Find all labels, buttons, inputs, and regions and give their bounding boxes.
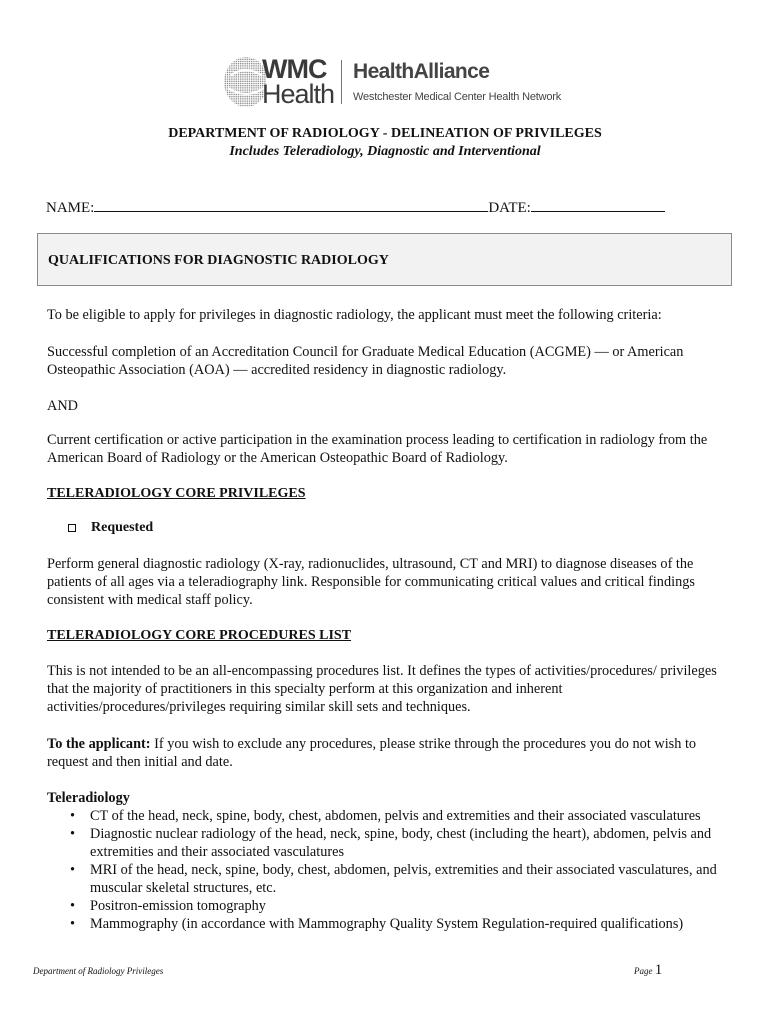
date-field[interactable] (531, 197, 665, 212)
page-label: Page (634, 966, 653, 976)
requested-checkbox[interactable] (68, 524, 76, 532)
name-label: NAME: (46, 200, 95, 216)
eligibility-intro: To be eligible to apply for privileges in diagnostic radiology, the applicant must meet the following criteria: (47, 307, 662, 323)
date-label: DATE: (488, 200, 531, 216)
applicant-label: To the applicant: (47, 736, 151, 752)
logo-wmc-text: WMC (262, 54, 327, 84)
name-field[interactable] (94, 197, 488, 212)
bullet-icon: • (70, 862, 76, 878)
globe-icon (222, 56, 266, 108)
logo-divider (341, 60, 342, 104)
core-privileges-heading: TELERADIOLOGY CORE PRIVILEGES (47, 486, 306, 501)
procedures-intro: This is not intended to be an all-encompassing procedures list. It defines the types of activities/procedures/ privileges that the majority of practitioners in this specialty perform at this organization and inherent activities/procedures/privileges requiring similar skill sets and techniques. (47, 663, 717, 715)
list-item: • CT of the head, neck, spine, body, chest, abdomen, pelvis and extremities and their associated vasculatures (70, 808, 701, 824)
name-date-row (46, 197, 665, 217)
bullet-icon: • (70, 916, 76, 932)
bullet-icon: • (70, 898, 76, 914)
bullet-icon: • (70, 826, 76, 842)
requested-label: Requested (91, 520, 154, 535)
qualifications-header-box (37, 233, 732, 286)
criterion-certification: Current certification or active participation in the examination process leading to certification in radiology from the American Board of Radiology or the American Osteopathic Board of Radiology. (47, 432, 708, 466)
qualifications-heading: QUALIFICATIONS FOR DIAGNOSTIC RADIOLOGY (48, 253, 389, 268)
footer-page-number (634, 962, 662, 979)
criterion-residency: Successful completion of an Accreditation Council for Graduate Medical Education (ACGME) — or American Osteopathic Association (AOA) — accredited residency in diagnostic radiology. (47, 344, 684, 378)
applicant-text: If you wish to exclude any procedures, please strike through the procedures you do not wish to request and then initial and date. (47, 736, 697, 770)
core-privileges-description: Perform general diagnostic radiology (X-ray, radionuclides, ultrasound, CT and MRI) to diagnose diseases of the patients of all ages via a teleradiography link. Responsible for communicating critical values and critical findings consistent with medical staff policy. (47, 556, 695, 608)
logo-healthalliance-text: HealthAlliance (353, 60, 490, 83)
page-number: 1 (654, 962, 663, 978)
teleradiology-list-heading: Teleradiology (47, 790, 130, 806)
wmc-healthalliance-logo (222, 54, 562, 112)
document-subtitle: Includes Teleradiology, Diagnostic and Interventional (229, 144, 541, 159)
core-procedures-heading: TELERADIOLOGY CORE PROCEDURES LIST (47, 628, 352, 643)
teleradiology-list (47, 789, 737, 933)
list-item: • Diagnostic nuclear radiology of the head, neck, spine, body, chest (including the heart), abdomen, pelvis and extremities and their associated vasculatures (70, 826, 712, 860)
list-item: • Positron-emission tomography (70, 898, 266, 914)
list-item: • MRI of the head, neck, spine, body, chest, abdomen, pelvis, extremities and their associated vasculatures, and muscular skeletal structures, etc. (70, 862, 717, 896)
and-separator: AND (47, 398, 78, 414)
bullet-icon: • (70, 808, 76, 824)
footer-document-name: Department of Radiology Privileges (33, 966, 164, 976)
logo-health-text: Health (262, 79, 335, 109)
applicant-instructions (47, 735, 727, 771)
document-title: DEPARTMENT OF RADIOLOGY - DELINEATION OF PRIVILEGES (168, 126, 602, 141)
list-item: • Mammography (in accordance with Mammography Quality System Regulation-required qualifications) (70, 916, 684, 932)
logo-network-text: Westchester Medical Center Health Network (353, 91, 562, 103)
